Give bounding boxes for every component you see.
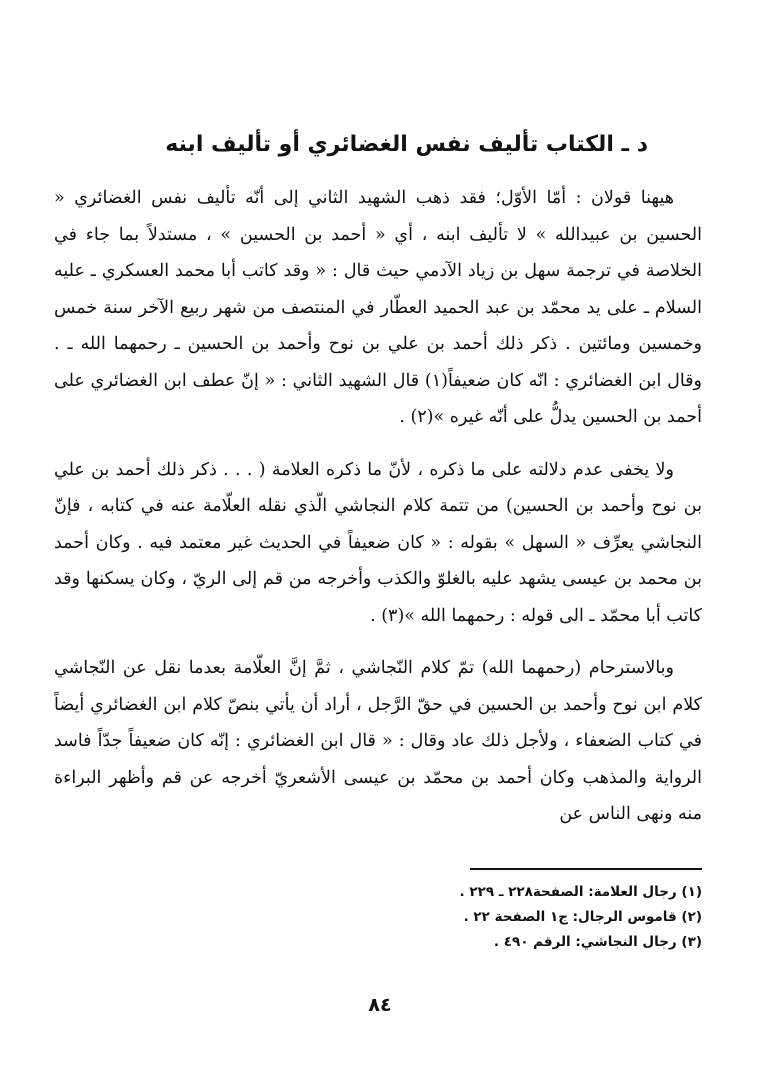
section-heading: د ـ الكتاب تأليف نفس الغضائري أو تأليف ابنه: [165, 132, 648, 157]
footnote-3: (٣) رجال النجاشي: الرقم ٤٩٠ .: [493, 934, 702, 950]
body-text: [54, 180, 702, 833]
footnotes-list: [282, 880, 702, 955]
footnote-2: (٢) قاموس الرجال: ج١ الصفحة ٢٢ .: [463, 909, 702, 925]
paragraph-3: وبالاسترحام (رحمهما الله) تمّ كلام النّجاشي ، ثمَّ إنَّ العلّامة بعدما نقل عن النّجاشي كلام ابن نوح وأحمد بن الحسين في حقّ الرَّجل ، أراد أن يأتي بنصّ كلام ابن الغضائري أيضاً في كتاب الضعفاء ، ولأجل ذلك عاد وقال : « قال ابن الغضائري : إنّه كان ضعيفاً جدّاً فاسد الرواية والمذهب وكان أحمد بن محمّد بن عيسى الأشعريّ أخرجه عن قم وأظهر البراءة منه ونهى الناس عن: [54, 658, 702, 824]
paragraph-2: ولا يخفى عدم دلالته على ما ذكره ، لأنّ ما ذكره العلامة ( . . . ذكر ذلك أحمد بن علي بن نوح وأحمد بن الحسين) من تتمة كلام النجاشي الّذي نقله العلّامة عنه في كتابه ، فإنّ النجاشي يعرِّف « السهل » بقوله : « كان ضعيفاً في الحديث غير معتمد فيه . وكان أحمد بن محمد بن عيسى يشهد عليه بالغلوّ والكذب وأخرجه من قم إلى الريّ ، وكان يسكنها وقد كاتب أبا محمّد ـ الى قوله : رحمهما الله »(٣) .: [54, 459, 702, 626]
footnote-divider: [470, 868, 702, 870]
page-number: ٨٤: [368, 994, 392, 1016]
paragraph-1: هيهنا قولان : أمّا الأوّل؛ فقد ذهب الشهيد الثاني إلى أنّه تأليف نفس الغضائري « الحسين بن عبيدالله » لا تأليف ابنه ، أي « أحمد بن الحسين » ، مستدلاً بما جاء في الخلاصة في ترجمة سهل بن زياد الآدمي حيث قال : « وقد كاتب أبا محمد العسكري ـ عليه السلام ـ على يد محمّد بن عبد الحميد العطّار في المنتصف من شهر ربيع الآخر سنة خمس وخمسين ومائتين . ذكر ذلك أحمد بن علي بن نوح وأحمد بن الحسين ـ رحمهما الله ـ . وقال ابن الغضائري : انّه كان ضعيفاً(١) قال الشهيد الثاني : « إنّ عطف ابن الغضائري على أحمد بن الحسين يدلُّ على أنّه غيره »(٢) .: [54, 188, 702, 427]
footnote-1: (١) رجال العلامة: الصفحة٢٢٨ ـ ٢٢٩ .: [459, 884, 702, 900]
